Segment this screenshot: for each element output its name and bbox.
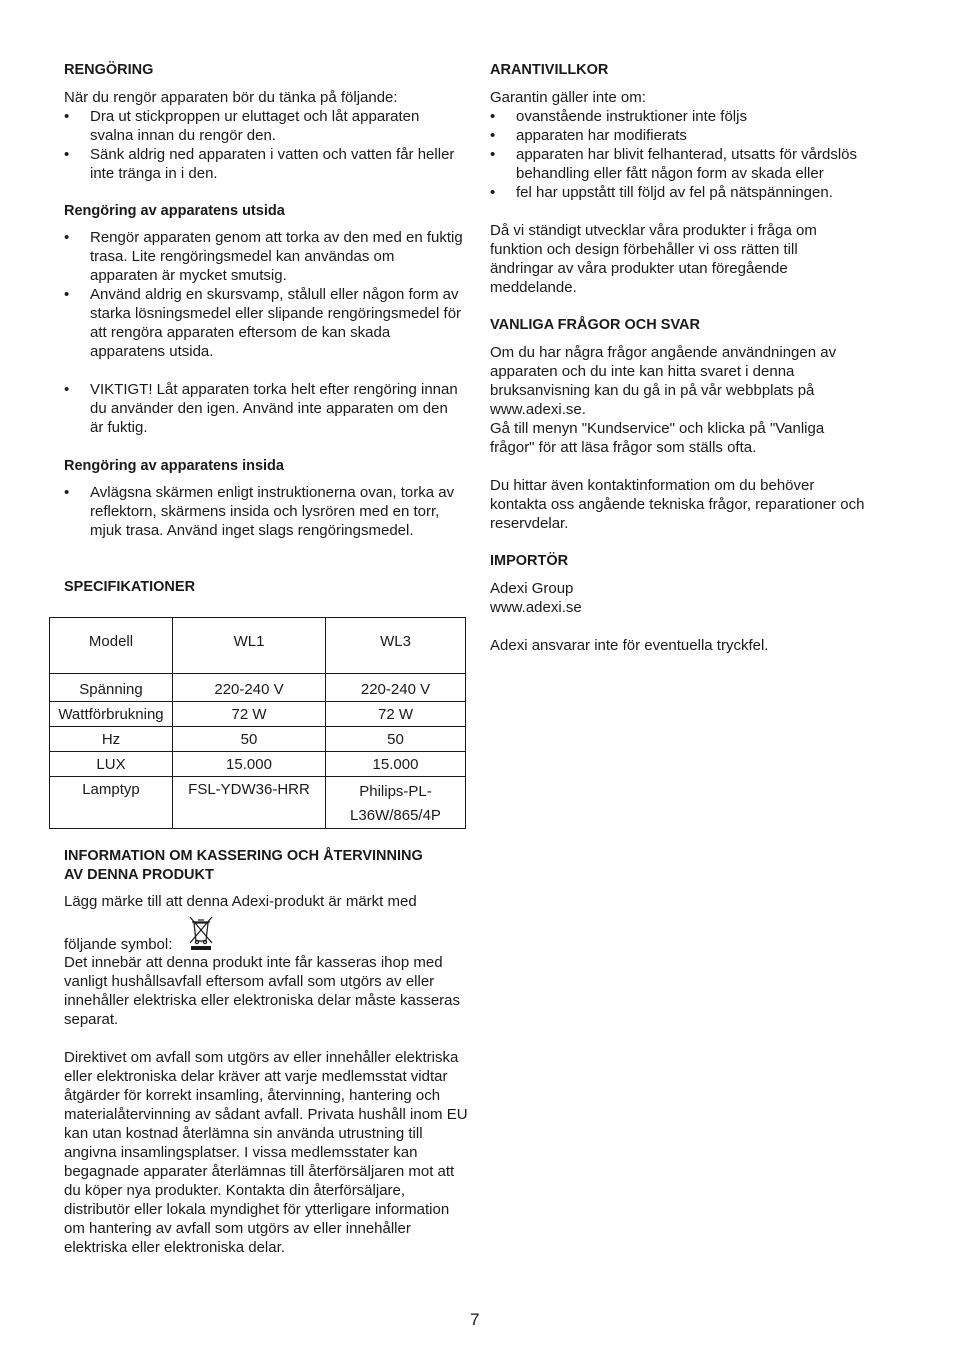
weee-bin-icon (188, 915, 214, 956)
garanti-list (490, 107, 890, 202)
heading-faq: VANLIGA FRÅGOR OCH SVAR (490, 317, 700, 333)
utsida-list (64, 228, 464, 437)
kassering-para1: Det innebär att denna produkt inte får kasseras ihop med vanligt hushållsavfall eftersom avfall som utgörs av eller innehåller elektriska eller elektroniska delar måste kasseras separat. (64, 954, 461, 1028)
table-cell: Wattförbrukning (50, 702, 173, 727)
heading-importor: IMPORTÖR (490, 553, 569, 569)
table-row (50, 702, 466, 727)
list-item: • Sänk aldrig ned apparaten i vatten och vatten får heller inte tränga in i den. (64, 145, 464, 183)
section-faq (490, 316, 870, 533)
heading-rengoring: RENGÖRING (64, 62, 154, 78)
list-item: • apparaten har blivit felhanterad, utsatts för vårdslös behandling eller fått någon form av skada eller (490, 145, 890, 183)
table-cell (326, 777, 466, 829)
table-cell: 220-240 V (326, 674, 466, 702)
table-header-cell: Modell (50, 618, 173, 674)
section-spec (64, 578, 464, 597)
spec-table (49, 617, 466, 829)
importor-disclaimer: Adexi ansvarar inte för eventuella tryckfel. (490, 637, 769, 654)
kassering-line2-wrap (64, 915, 469, 951)
insida-list (64, 483, 464, 540)
table-cell: 50 (326, 727, 466, 752)
table-row (50, 618, 466, 674)
section-rengoring (64, 61, 464, 183)
section-utsida (64, 202, 464, 437)
list-item: • fel har uppstått till följd av fel på nätspänningen. (490, 183, 890, 202)
heading-kassering-2: AV DENNA PRODUKT (64, 867, 214, 883)
section-importor (490, 552, 870, 655)
kassering-line2: följande symbol: (64, 936, 173, 953)
table-cell: FSL-YDW36-HRR (173, 777, 326, 829)
heading-utsida: Rengöring av apparatens utsida (64, 203, 285, 219)
garanti-note: Då vi ständigt utvecklar våra produkter i fråga om funktion och design förbehåller vi oss rätten till ändringar av våra produkter utan föregående meddelande. (490, 222, 817, 296)
table-cell: 72 W (326, 702, 466, 727)
table-cell: 15.000 (173, 752, 326, 777)
faq-para1: Om du har några frågor angående användningen av apparaten och du inte kan hitta svaret i denna bruksanvisning kan du gå in på vår webbplats på www.adexi.se. (490, 344, 837, 418)
table-cell: Spänning (50, 674, 173, 702)
rengoring-intro: När du rengör apparaten bör du tänka på följande: (64, 89, 398, 106)
importor-line1: Adexi Group (490, 580, 574, 597)
kassering-line1: Lägg märke till att denna Adexi-produkt är märkt med (64, 893, 417, 910)
list-item: • Använd aldrig en skursvamp, stålull eller någon form av starka lösningsmedel eller slipande rengöringsmedel för att rengöra apparaten eftersom de kan skada apparatens utsida. (64, 285, 464, 361)
lamp-wl3-line2: L36W/865/4P (350, 807, 441, 824)
faq-para2: Gå till menyn "Kundservice" och klicka på "Vanliga frågor" för att läsa frågor som ställs ofta. (490, 420, 825, 456)
table-cell: Lamptyp (50, 777, 173, 829)
table-header-cell: WL1 (173, 618, 326, 674)
lamp-wl3-line1: Philips-PL- (359, 783, 432, 800)
table-row (50, 674, 466, 702)
kassering-para2: Direktivet om avfall som utgörs av eller innehåller elektriska eller elektroniska delar kräver att varje medlemsstat vidtar åtgärder för korrekt insamling, återvinning, hantering och materialåtervinning av sådant avfall. Privata hushåll inom EU kan utan kostnad återlämna sin använda utrustning till angivna insamlingsplatser. I vissa medlemsstater kan begagnade apparater återlämnas till återförsäljaren mot att du köper nya produkter. Kontakta din återförsäljare, distributör eller lokala myndighet för ytterligare information om hantering av avfall som utgörs av eller innehåller elektriska eller elektroniska delar. (64, 1049, 468, 1256)
list-item: • ovanstående instruktioner inte följs (490, 107, 890, 126)
table-cell: 72 W (173, 702, 326, 727)
table-cell: 15.000 (326, 752, 466, 777)
table-cell: Hz (50, 727, 173, 752)
list-item: • apparaten har modifierats (490, 126, 890, 145)
rengoring-list (64, 107, 464, 183)
table-header-cell: WL3 (326, 618, 466, 674)
importor-line2: www.adexi.se (490, 599, 582, 616)
list-item: • Avlägsna skärmen enligt instruktionerna ovan, torka av reflektorn, skärmens insida och lysrören med en torr, mjuk trasa. Använd inget slags rengöringsmedel. (64, 483, 464, 540)
heading-kassering-1: INFORMATION OM KASSERING OCH ÅTERVINNING (64, 848, 423, 864)
table-cell: 220-240 V (173, 674, 326, 702)
section-insida (64, 457, 464, 540)
list-item: • Rengör apparaten genom att torka av den med en fuktig trasa. Lite rengöringsmedel kan användas om apparaten är mycket smutsig. (64, 228, 464, 285)
list-item: • VIKTIGT! Låt apparaten torka helt efter rengöring innan du använder den igen. Använd inte apparaten om den är fuktig. (64, 380, 464, 437)
table-row (50, 752, 466, 777)
page-number: 7 (470, 1310, 480, 1329)
section-garanti (490, 61, 890, 297)
table-row (50, 727, 466, 752)
garanti-intro: Garantin gäller inte om: (490, 89, 646, 106)
table-row (50, 777, 466, 829)
table-cell: LUX (50, 752, 173, 777)
faq-para3: Du hittar även kontaktinformation om du behöver kontakta oss angående tekniska frågor, reparationer och reservdelar. (490, 477, 865, 532)
heading-spec: SPECIFIKATIONER (64, 579, 196, 595)
heading-insida: Rengöring av apparatens insida (64, 458, 284, 474)
list-item: • Dra ut stickproppen ur eluttaget och låt apparaten svalna innan du rengör den. (64, 107, 464, 145)
heading-garanti: ARANTIVILLKOR (490, 62, 609, 78)
section-kassering (64, 847, 469, 1257)
table-cell: 50 (173, 727, 326, 752)
